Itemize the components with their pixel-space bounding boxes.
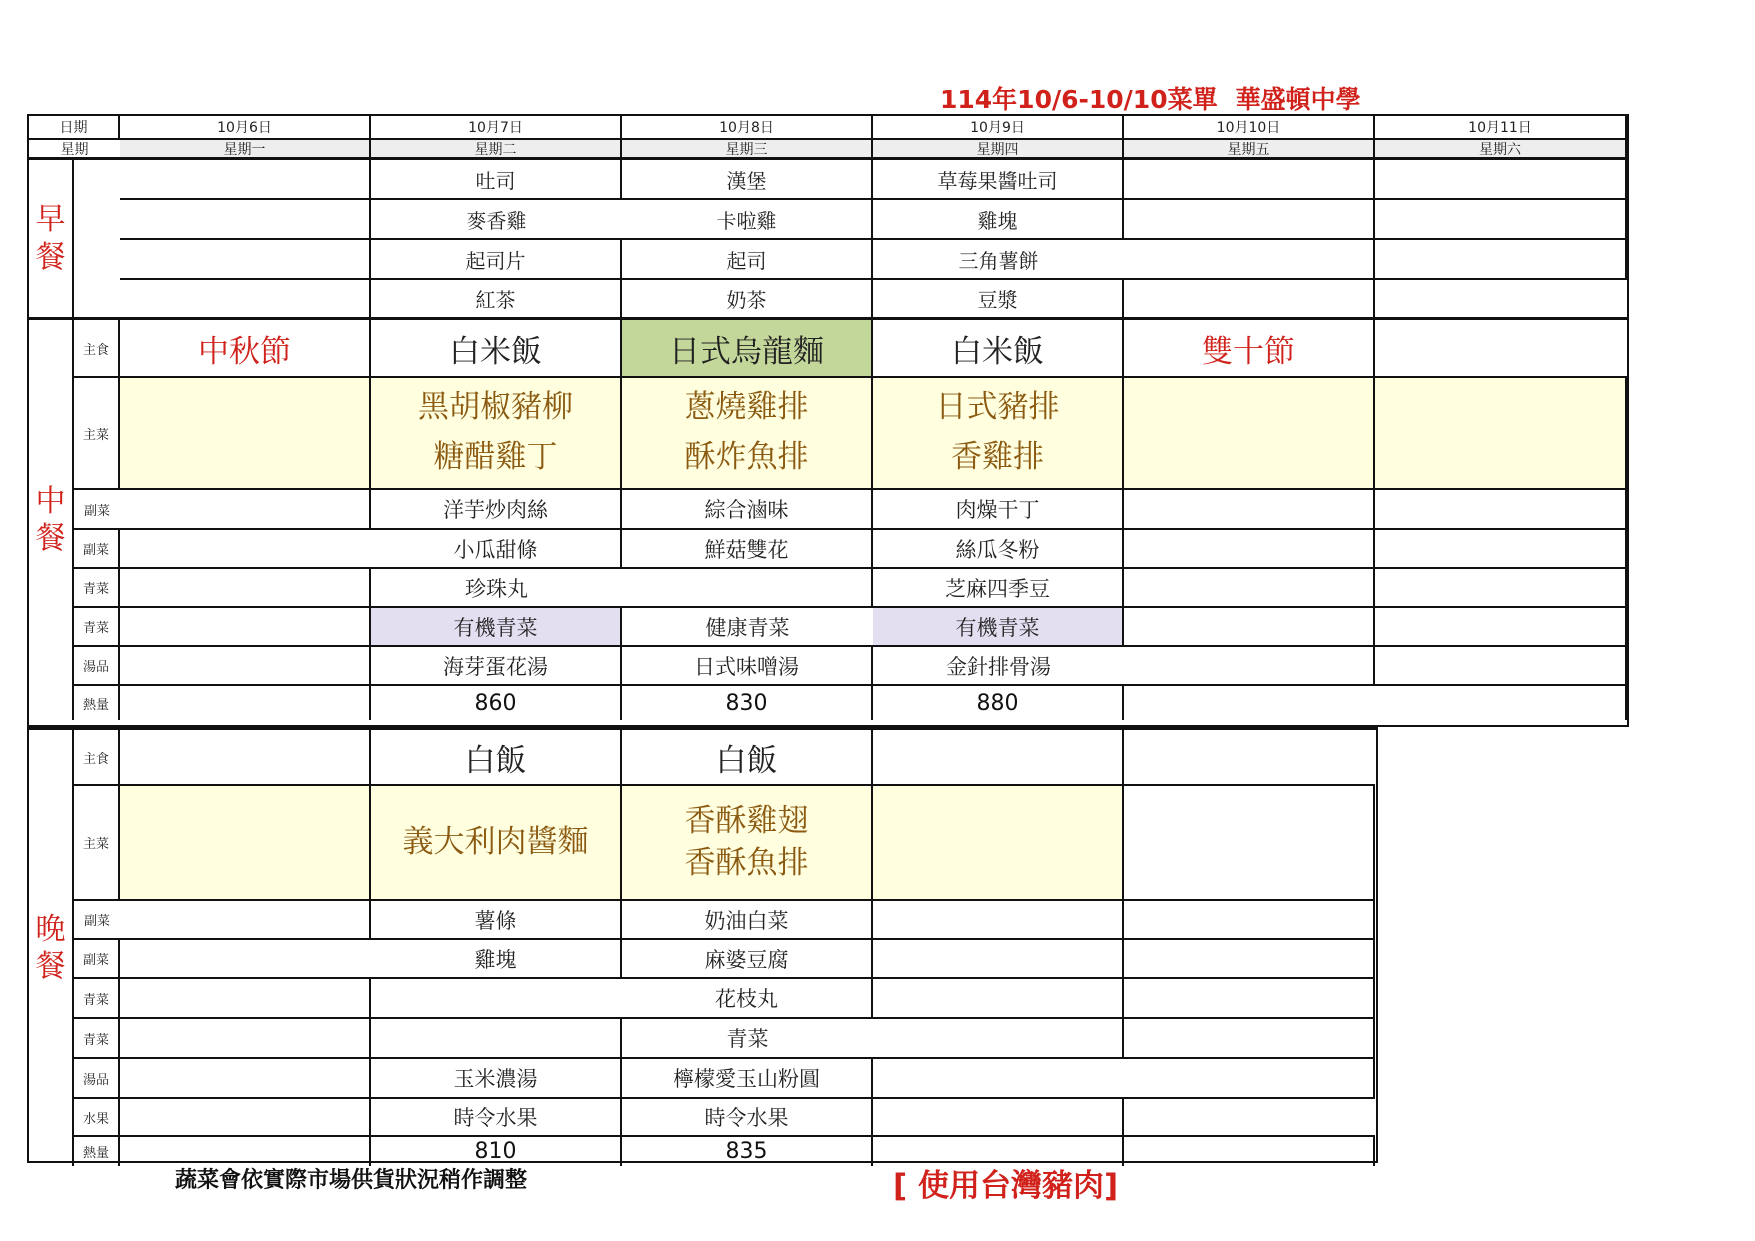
weekday-cell: 星期四 <box>873 140 1124 160</box>
breakfast-item <box>1375 200 1627 240</box>
lunch-veg: 芝麻四季豆 <box>873 569 1124 608</box>
dinner-main <box>873 786 1124 901</box>
lunch-side-dish: 洋芋炒肉絲 <box>371 490 622 530</box>
dinner-side-dish <box>873 901 1124 940</box>
school-name: 華盛頓中學 <box>1235 85 1361 114</box>
dinner-calories-label: 熱量 <box>74 1137 120 1166</box>
lunch-side-label: 副菜 <box>74 490 120 530</box>
lunch-veg: 有機青菜 <box>371 608 622 647</box>
date-cell: 10月8日 <box>622 116 873 140</box>
dinner-side-dish <box>873 940 1124 979</box>
breakfast-item: 奶茶 <box>622 280 873 320</box>
dinner-veg: 青菜 <box>622 1019 873 1059</box>
lunch-soup <box>1375 647 1627 686</box>
dinner-veg <box>120 1019 371 1059</box>
dinner-side-dish: 雞塊 <box>371 940 622 979</box>
lunch-veg <box>622 569 873 608</box>
dinner-soup-label: 湯品 <box>74 1059 120 1099</box>
lunch-side-dish <box>1375 530 1627 569</box>
lunch-main-dish: 黑胡椒豬柳 <box>418 389 573 426</box>
lunch-label-char: 餐 <box>35 521 66 556</box>
dinner-veg <box>120 979 371 1019</box>
menu-title <box>940 80 1379 116</box>
lunch-side-dish <box>1124 490 1375 530</box>
breakfast-item <box>1375 280 1627 320</box>
dinner-label-char: 晚 <box>35 911 66 947</box>
breakfast-label <box>29 160 74 320</box>
lunch-soup <box>1124 647 1375 686</box>
dinner-calories: 835 <box>622 1137 873 1166</box>
dinner-veg-label: 青菜 <box>74 1019 120 1059</box>
breakfast-item: 起司片 <box>371 240 622 280</box>
dinner-veg <box>873 1019 1124 1059</box>
dinner-side-dish <box>120 940 371 979</box>
lunch-main-label: 主菜 <box>74 378 120 490</box>
weekday-cell: 星期一 <box>120 140 371 160</box>
lunch-side-dish <box>120 490 371 530</box>
lunch-main-dish: 酥炸魚排 <box>684 439 809 475</box>
date-cell: 10月11日 <box>1375 116 1627 140</box>
dinner-fruit: 時令水果 <box>622 1099 873 1137</box>
lunch-main-dish: 日式豬排 <box>935 389 1060 426</box>
lunch-label-char: 中 <box>35 483 66 519</box>
lunch-main-dish: 蔥燒雞排 <box>684 389 809 426</box>
dinner-fruit <box>1124 1099 1375 1137</box>
date-header: 日期 <box>29 116 120 140</box>
weekday-cell: 星期三 <box>622 140 873 160</box>
dinner-main <box>622 786 873 901</box>
dinner-label <box>29 730 74 1166</box>
dinner-side-label: 副菜 <box>74 940 120 979</box>
dinner-calories: 810 <box>371 1137 622 1166</box>
lunch-side-dish: 肉燥干丁 <box>873 490 1124 530</box>
weekday-cell: 星期五 <box>1124 140 1375 160</box>
menu-title-text: 114年10/6-10/10菜單 <box>940 85 1218 114</box>
lunch-main <box>873 378 1124 490</box>
breakfast-item <box>1124 160 1375 200</box>
lunch-staple: 白米飯 <box>371 320 622 378</box>
breakfast-item <box>1375 160 1627 200</box>
weekday-cell: 星期六 <box>1375 140 1627 160</box>
lunch-calories: 860 <box>371 686 622 720</box>
dinner-calories <box>120 1137 371 1166</box>
dinner-veg <box>371 979 622 1019</box>
lunch-soup: 金針排骨湯 <box>873 647 1124 686</box>
lunch-staple: 白米飯 <box>873 320 1124 378</box>
breakfast-item <box>1124 200 1375 240</box>
lunch-label <box>29 320 74 720</box>
dinner-label-char: 餐 <box>35 949 66 984</box>
lunch-calories-label: 熱量 <box>74 686 120 720</box>
lunch-side-dish: 絲瓜冬粉 <box>873 530 1124 569</box>
dinner-soup: 檸檬愛玉山粉圓 <box>622 1059 873 1099</box>
dinner-side-label: 副菜 <box>74 901 120 940</box>
dinner-main-dish: 香酥魚排 <box>684 844 809 881</box>
lunch-main <box>1375 378 1627 490</box>
dinner-veg <box>1124 1019 1375 1059</box>
lunch-staple <box>1375 320 1627 378</box>
breakfast-label-blank <box>74 160 120 320</box>
lunch-main-dish: 香雞排 <box>951 439 1044 475</box>
lunch-veg: 健康青菜 <box>622 608 873 647</box>
date-cell: 10月6日 <box>120 116 371 140</box>
dinner-fruit <box>873 1099 1124 1137</box>
dinner-veg <box>873 979 1124 1019</box>
date-cell: 10月9日 <box>873 116 1124 140</box>
lunch-calories <box>1124 686 1375 720</box>
date-cell: 10月10日 <box>1124 116 1375 140</box>
lunch-main <box>1124 378 1375 490</box>
weekday-cell: 星期二 <box>371 140 622 160</box>
lunch-side-dish: 小瓜甜條 <box>371 530 622 569</box>
dinner-side-dish: 薯條 <box>371 901 622 940</box>
dinner-fruit-label: 水果 <box>74 1099 120 1137</box>
dinner-side-dish: 奶油白菜 <box>622 901 873 940</box>
breakfast-item: 雞塊 <box>873 200 1124 240</box>
breakfast-item: 豆漿 <box>873 280 1124 320</box>
dinner-staple: 白飯 <box>622 730 873 786</box>
breakfast-item <box>120 160 371 200</box>
lunch-side-label: 副菜 <box>74 530 120 569</box>
lunch-soup <box>120 647 371 686</box>
lunch-main <box>371 378 622 490</box>
lunch-calories: 880 <box>873 686 1124 720</box>
dinner-staple: 白飯 <box>371 730 622 786</box>
dinner-soup <box>120 1059 371 1099</box>
lunch-calories <box>120 686 371 720</box>
lunch-staple: 日式烏龍麵 <box>622 320 873 378</box>
lunch-veg <box>120 569 371 608</box>
lunch-veg-label: 青菜 <box>74 608 120 647</box>
breakfast-item <box>120 200 371 240</box>
dinner-fruit: 時令水果 <box>371 1099 622 1137</box>
dinner-veg <box>371 1019 622 1059</box>
lunch-side-dish <box>1375 490 1627 530</box>
breakfast-item: 漢堡 <box>622 160 873 200</box>
dinner-main <box>371 786 622 901</box>
lunch-veg <box>1124 608 1375 647</box>
dinner-veg-label: 青菜 <box>74 979 120 1019</box>
breakfast-item <box>120 280 371 320</box>
lunch-calories: 830 <box>622 686 873 720</box>
breakfast-item: 吐司 <box>371 160 622 200</box>
dinner-veg <box>1124 979 1375 1019</box>
lunch-staple: 中秋節 <box>120 320 371 378</box>
lunch-veg <box>1124 569 1375 608</box>
lunch-side-dish <box>1124 530 1375 569</box>
lunch-veg: 珍珠丸 <box>371 569 622 608</box>
dinner-main-dish: 香酥雞翅 <box>684 802 809 839</box>
vegetable-note: 蔬菜會依實際市場供貨狀況稍作調整 <box>175 1168 528 1193</box>
dinner-side-dish: 麻婆豆腐 <box>622 940 873 979</box>
lunch-soup-label: 湯品 <box>74 647 120 686</box>
dinner-side-dish <box>1124 901 1375 940</box>
lunch-side-dish: 綜合滷味 <box>622 490 873 530</box>
dinner-table <box>27 727 1378 1163</box>
breakfast-item: 卡啦雞 <box>622 200 873 240</box>
date-cell: 10月7日 <box>371 116 622 140</box>
dinner-main <box>120 786 371 901</box>
lunch-veg: 有機青菜 <box>873 608 1124 647</box>
dinner-calories <box>1124 1137 1375 1166</box>
lunch-soup: 海芽蛋花湯 <box>371 647 622 686</box>
dinner-staple <box>873 730 1124 786</box>
taiwan-pork-note: [ 使用台灣豬肉] <box>893 1168 1119 1204</box>
breakfast-label-char: 早 <box>35 202 66 237</box>
dinner-staple <box>1124 730 1375 786</box>
dinner-soup <box>873 1059 1124 1099</box>
breakfast-lunch-table <box>27 114 1629 727</box>
breakfast-item: 起司 <box>622 240 873 280</box>
dinner-main <box>1124 786 1375 901</box>
dinner-staple-label: 主食 <box>74 730 120 786</box>
lunch-veg-label: 青菜 <box>74 569 120 608</box>
lunch-main-dish: 糖醋雞丁 <box>433 439 558 475</box>
lunch-side-dish <box>120 530 371 569</box>
lunch-staple: 雙十節 <box>1124 320 1375 378</box>
breakfast-item: 草莓果醬吐司 <box>873 160 1124 200</box>
lunch-calories <box>1375 686 1627 720</box>
breakfast-item: 麥香雞 <box>371 200 622 240</box>
lunch-main <box>120 378 371 490</box>
lunch-veg <box>1375 608 1627 647</box>
dinner-main-dish: 義大利肉醬麵 <box>402 823 589 860</box>
lunch-veg <box>1375 569 1627 608</box>
dinner-soup <box>1124 1059 1375 1099</box>
breakfast-item <box>120 240 371 280</box>
breakfast-item <box>1124 280 1375 320</box>
breakfast-item: 三角薯餅 <box>873 240 1124 280</box>
lunch-veg <box>120 608 371 647</box>
breakfast-item: 紅茶 <box>371 280 622 320</box>
breakfast-item <box>1375 240 1627 280</box>
breakfast-label-char: 餐 <box>35 239 66 275</box>
lunch-side-dish: 鮮菇雙花 <box>622 530 873 569</box>
breakfast-item <box>1124 240 1375 280</box>
dinner-veg: 花枝丸 <box>622 979 873 1019</box>
lunch-soup: 日式味噌湯 <box>622 647 873 686</box>
dinner-soup: 玉米濃湯 <box>371 1059 622 1099</box>
lunch-main <box>622 378 873 490</box>
lunch-staple-label: 主食 <box>74 320 120 378</box>
dinner-main-label: 主菜 <box>74 786 120 901</box>
dinner-side-dish <box>1124 940 1375 979</box>
weekday-header: 星期 <box>29 140 120 160</box>
dinner-fruit <box>120 1099 371 1137</box>
dinner-staple <box>120 730 371 786</box>
dinner-side-dish <box>120 901 371 940</box>
